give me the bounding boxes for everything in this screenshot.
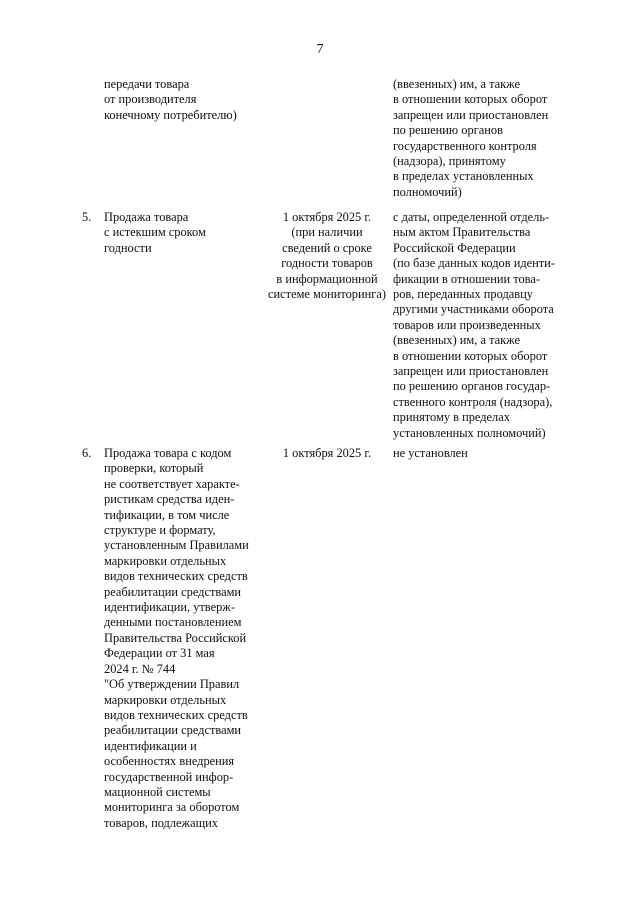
text-line: видов технических средств [104, 569, 248, 584]
row-5-start-date [262, 210, 392, 302]
text-line: принятому в пределах [393, 410, 510, 425]
text-line: "Об утверждении Правил [104, 677, 240, 692]
text-line: идентификации, утверж- [104, 600, 235, 615]
page-number: 7 [316, 42, 324, 57]
text-line: маркировки отдельных [104, 692, 227, 707]
text-line: товаров, подлежащих [104, 815, 218, 830]
text-line: конечному потребителю) [104, 107, 237, 122]
text-line: с даты, определенной отдель- [393, 210, 550, 224]
row-6-start-date [262, 446, 392, 461]
text-line: передачи товара [104, 77, 190, 91]
row-6-number: 6. [82, 446, 92, 460]
text-line: в информационной [276, 271, 378, 286]
row-5-number: 5. [82, 210, 92, 224]
text-line: денными постановлением [104, 615, 242, 630]
text-line: (ввезенных) им, а также [393, 77, 521, 91]
text-line: запрещен или приостановлен [393, 364, 549, 379]
row-6-violation-text [104, 446, 274, 831]
text-line: установленных полномочий) [393, 425, 546, 440]
text-line: идентификации и [104, 738, 197, 753]
text-line: мониторинга за оборотом [104, 800, 240, 815]
cont-row-violation-text [104, 77, 274, 123]
text-line: от производителя [104, 92, 197, 107]
text-line: в отношении которых оборот [393, 92, 548, 107]
text-line: с истекшим сроком [104, 225, 206, 240]
text-line: в отношении которых оборот [393, 348, 548, 363]
text-line: годности товаров [281, 256, 373, 271]
text-line: 2024 г. № 744 [104, 661, 176, 676]
text-line: ристикам средства иден- [104, 492, 235, 507]
text-line: в пределах установленных [393, 169, 534, 184]
text-line: особенностях внедрения [104, 754, 235, 769]
text-line: тификации, в том числе [104, 507, 230, 522]
row-6-date-text [393, 446, 593, 461]
text-line: товаров или произведенных [393, 317, 541, 332]
text-line: Российской Федерации [393, 240, 516, 255]
text-line: ственного контроля (надзора), [393, 394, 553, 409]
text-line: государственной инфор- [104, 769, 234, 784]
cont-row-date-text [393, 77, 593, 200]
row-5-date-text [393, 210, 593, 441]
text-line: другими участниками оборота [393, 302, 554, 317]
text-line: Продажа товара с кодом [104, 446, 232, 460]
text-line: по решению органов государ- [393, 379, 551, 394]
text-line: маркировки отдельных [104, 553, 227, 568]
text-line: фикации в отношении това- [393, 271, 540, 286]
text-line: запрещен или приостановлен [393, 107, 549, 122]
text-line: 1 октября 2025 г. [282, 446, 372, 460]
text-line: реабилитации средствами [104, 584, 242, 599]
text-line: системе мониторинга) [268, 287, 386, 302]
text-line: годности [104, 240, 152, 255]
text-line: государственного контроля [393, 138, 537, 153]
text-line: полномочий) [393, 184, 462, 199]
text-line: мационной системы [104, 784, 211, 799]
text-line: реабилитации средствами [104, 723, 242, 738]
text-line: Федерации от 31 мая [104, 646, 215, 661]
text-line: структуре и формату, [104, 523, 216, 538]
text-line: сведений о сроке [282, 240, 372, 255]
text-line: ров, переданных продавцу [393, 287, 533, 302]
text-line: (при наличии [291, 225, 363, 240]
text-line: не соответствует характе- [104, 476, 240, 491]
text-line: Продажа товара [104, 210, 189, 224]
text-line: (ввезенных) им, а также [393, 333, 521, 348]
text-line: видов технических средств [104, 707, 248, 722]
text-line: проверки, который [104, 461, 204, 476]
text-line: не установлен [393, 446, 468, 460]
text-line: установленным Правилами [104, 538, 249, 553]
text-line: (надзора), принятому [393, 154, 506, 169]
text-line: (по базе данных кодов иденти- [393, 256, 555, 271]
row-5-violation-text [104, 210, 274, 256]
text-line: ным актом Правительства [393, 225, 531, 240]
text-line: Правительства Российской [104, 630, 247, 645]
text-line: по решению органов [393, 123, 503, 138]
text-line: 1 октября 2025 г. [282, 210, 372, 224]
